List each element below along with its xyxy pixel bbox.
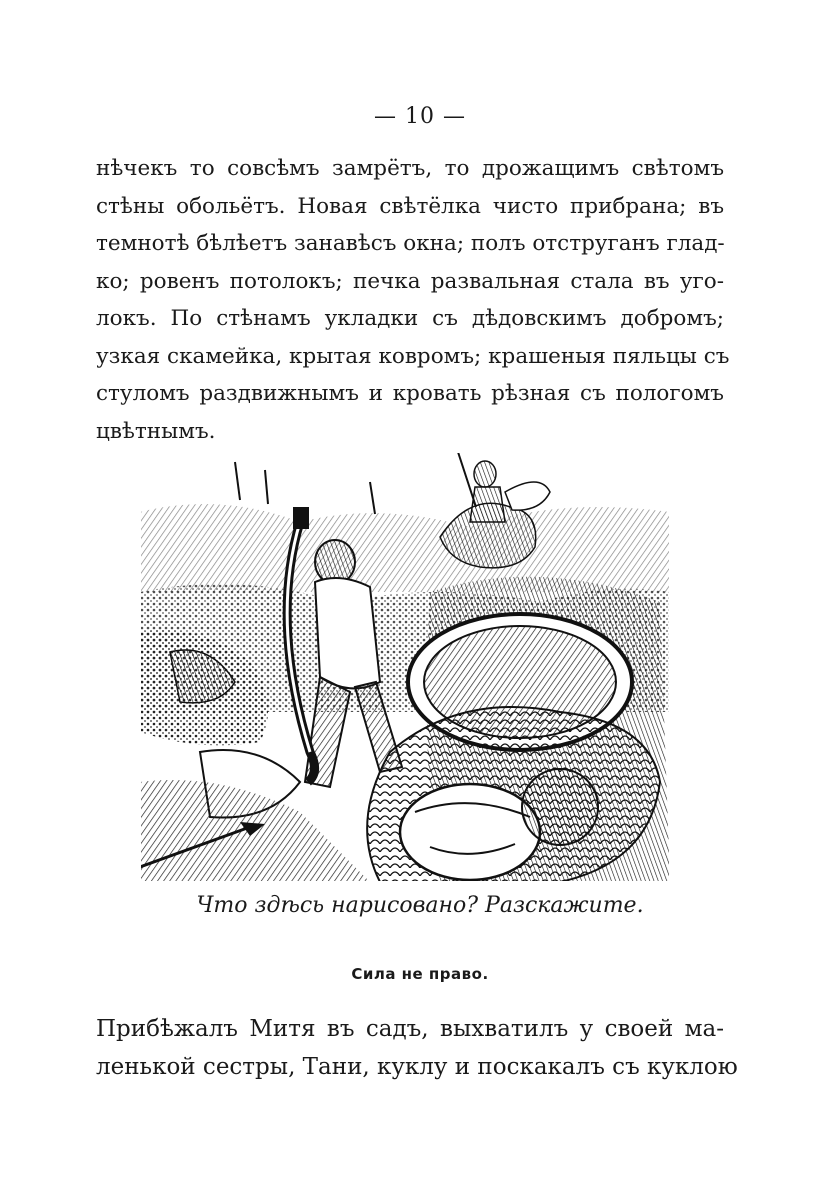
engraving-illustration xyxy=(140,452,670,882)
text-line: цвѣтнымъ. xyxy=(96,418,216,444)
text-line: нѣчекъ то совсѣмъ замрётъ, то дрожащимъ свѣтомъ xyxy=(96,156,724,181)
text-line: узкая скамейка, крытая ковромъ; крашеныя пяльцы съ xyxy=(96,343,730,369)
page-number: — 10 — xyxy=(374,104,466,129)
text-line: темнотѣ бѣлѣетъ занавѣсъ окна; полъ отструганъ глад- xyxy=(96,231,725,256)
paragraph-story xyxy=(96,1010,738,1086)
text-line: стѣны обольётъ. Новая свѣтёлка чисто прибрана; въ xyxy=(96,193,724,219)
text-line: стуломъ раздвижнымъ и кровать рѣзная съ пологомъ xyxy=(96,381,724,406)
text-line: Прибѣжалъ Митя въ садъ, выхватилъ у своей ма- xyxy=(96,1016,724,1042)
text-line: локъ. По стѣнамъ укладки съ дѣдовскимъ добромъ; xyxy=(96,306,724,331)
text-line: ко; ровенъ потолокъ; печка развальная стала въ уго- xyxy=(96,268,724,294)
paragraph-intro xyxy=(96,150,730,450)
illustration-caption: Что здѣсь нарисовано? Разскажите. xyxy=(196,893,644,918)
section-heading: Сила не право. xyxy=(351,965,489,983)
text-line: ленькой сестры, Тани, куклу и поскакалъ съ куклою xyxy=(96,1054,738,1080)
